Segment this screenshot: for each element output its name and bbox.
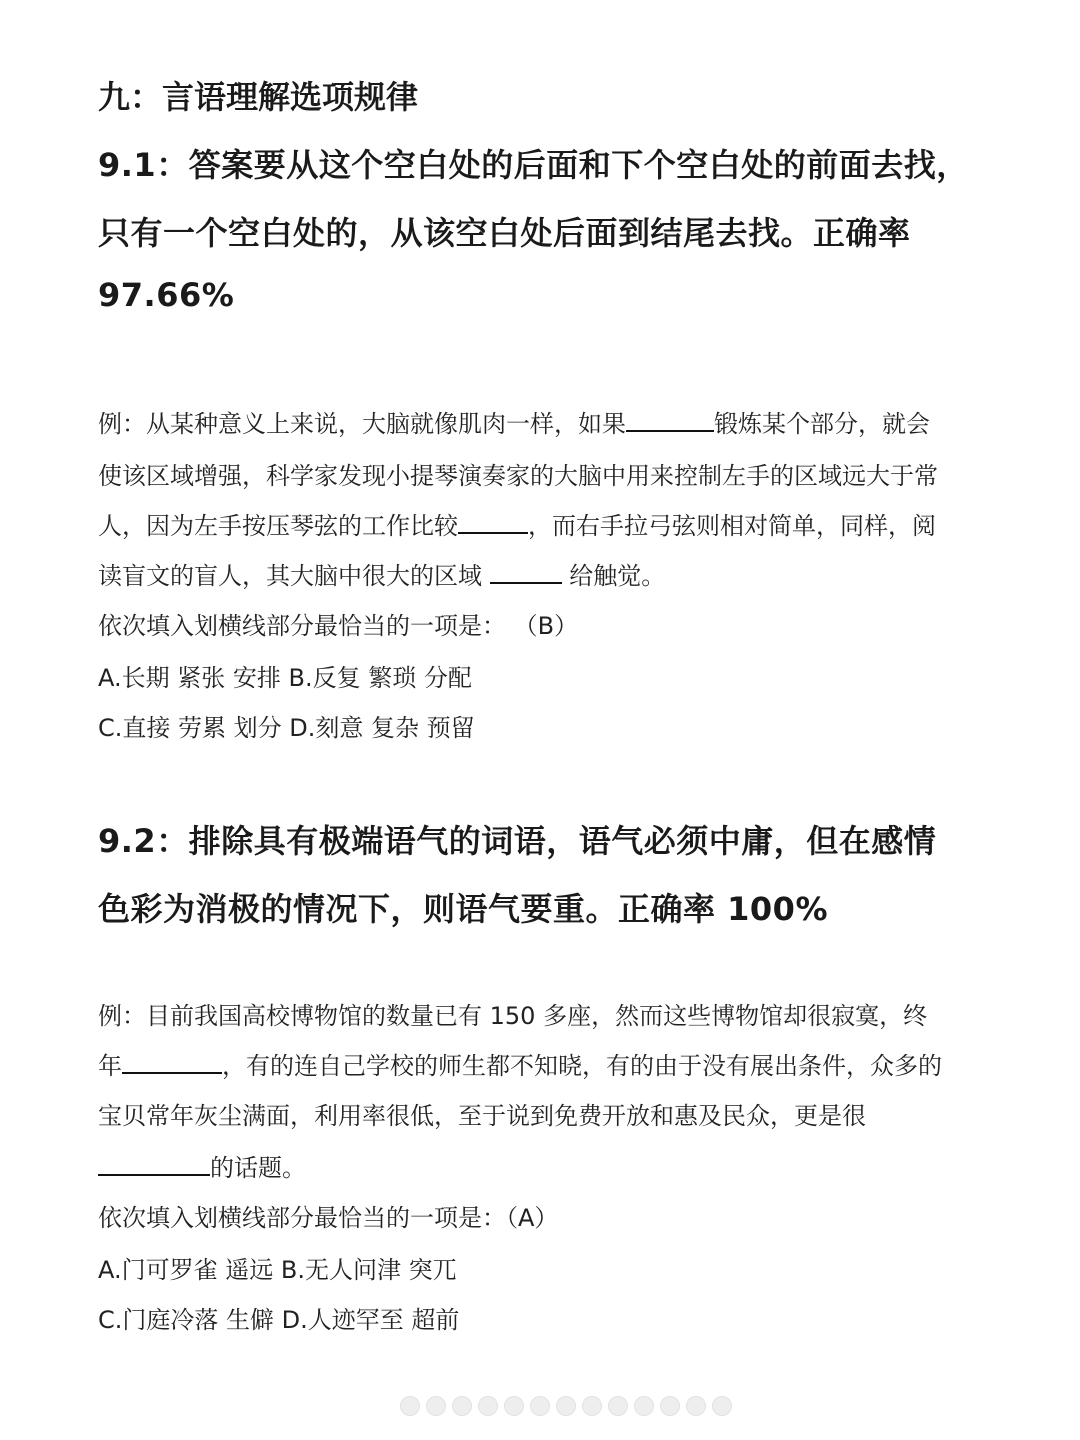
rule-9-1-line-2: 只有一个空白处的，从该空白处后面到结尾去找。正确率: [98, 214, 911, 252]
fill-blank: [98, 1152, 210, 1176]
example-1-line-1: [98, 404, 930, 439]
fill-blank: [626, 408, 714, 432]
fill-blank: [458, 510, 528, 534]
example-2-options-cd: C.门庭冷落 生僻 D.人迹罕至 超前: [98, 1306, 460, 1334]
example-2-options-ab: A.门可罗雀 遥远 B.无人问津 突兀: [98, 1256, 457, 1284]
example-2-line-1: 例：目前我国高校博物馆的数量已有 150 多座，然而这些博物馆却很寂寞，终: [98, 1002, 928, 1030]
example-2-text-2b: ，有的连自己学校的师生都不知晓，有的由于没有展出条件，众多的: [222, 1052, 942, 1080]
example-1-line-2: 使该区域增强，科学家发现小提琴演奏家的大脑中用来控制左手的区域远大于常: [98, 462, 938, 490]
example-2-question: 依次填入划横线部分最恰当的一项是：（A）: [98, 1204, 559, 1232]
watermark: [400, 1396, 732, 1416]
rule-9-2-line-1: 9.2：排除具有极端语气的词语，语气必须中庸，但在感情: [98, 822, 937, 860]
example-1-question: 依次填入划横线部分最恰当的一项是： （B）: [98, 612, 579, 640]
example-2-text-4b: 的话题。: [210, 1154, 306, 1182]
rule-9-1-line-1: 9.1：答案要从这个空白处的后面和下个空白处的前面去找，: [98, 146, 969, 184]
fill-blank: [490, 560, 562, 584]
example-1-text-3a: 人，因为左手按压琴弦的工作比较: [98, 512, 458, 540]
example-2-line-4: [98, 1148, 306, 1183]
example-2-line-2: [98, 1046, 942, 1081]
example-1-line-3: [98, 506, 936, 541]
section-title: 九：言语理解选项规律: [98, 78, 419, 116]
example-1-text-4b: 给触觉。: [561, 562, 666, 590]
fill-blank: [122, 1050, 222, 1074]
example-1-text-4a: 读盲文的盲人，其大脑中很大的区域: [98, 562, 490, 590]
example-1-text-1a: 例：从某种意义上来说，大脑就像肌肉一样，如果: [98, 410, 626, 438]
example-1-line-4: [98, 556, 665, 591]
example-1-text-3b: ，而右手拉弓弦则相对简单，同样，阅: [528, 512, 936, 540]
example-1-options-cd: C.直接 劳累 划分 D.刻意 复杂 预留: [98, 714, 475, 742]
rule-9-1-line-3: 97.66%: [98, 276, 235, 314]
rule-9-2-line-2: 色彩为消极的情况下，则语气要重。正确率 100%: [98, 890, 829, 928]
example-2-line-3: 宝贝常年灰尘满面，利用率很低，至于说到免费开放和惠及民众，更是很: [98, 1102, 866, 1130]
example-1-text-1b: 锻炼某个部分，就会: [714, 410, 930, 438]
example-1-options-ab: A.长期 紧张 安排 B.反复 繁琐 分配: [98, 664, 472, 692]
example-2-text-2a: 年: [98, 1052, 122, 1080]
